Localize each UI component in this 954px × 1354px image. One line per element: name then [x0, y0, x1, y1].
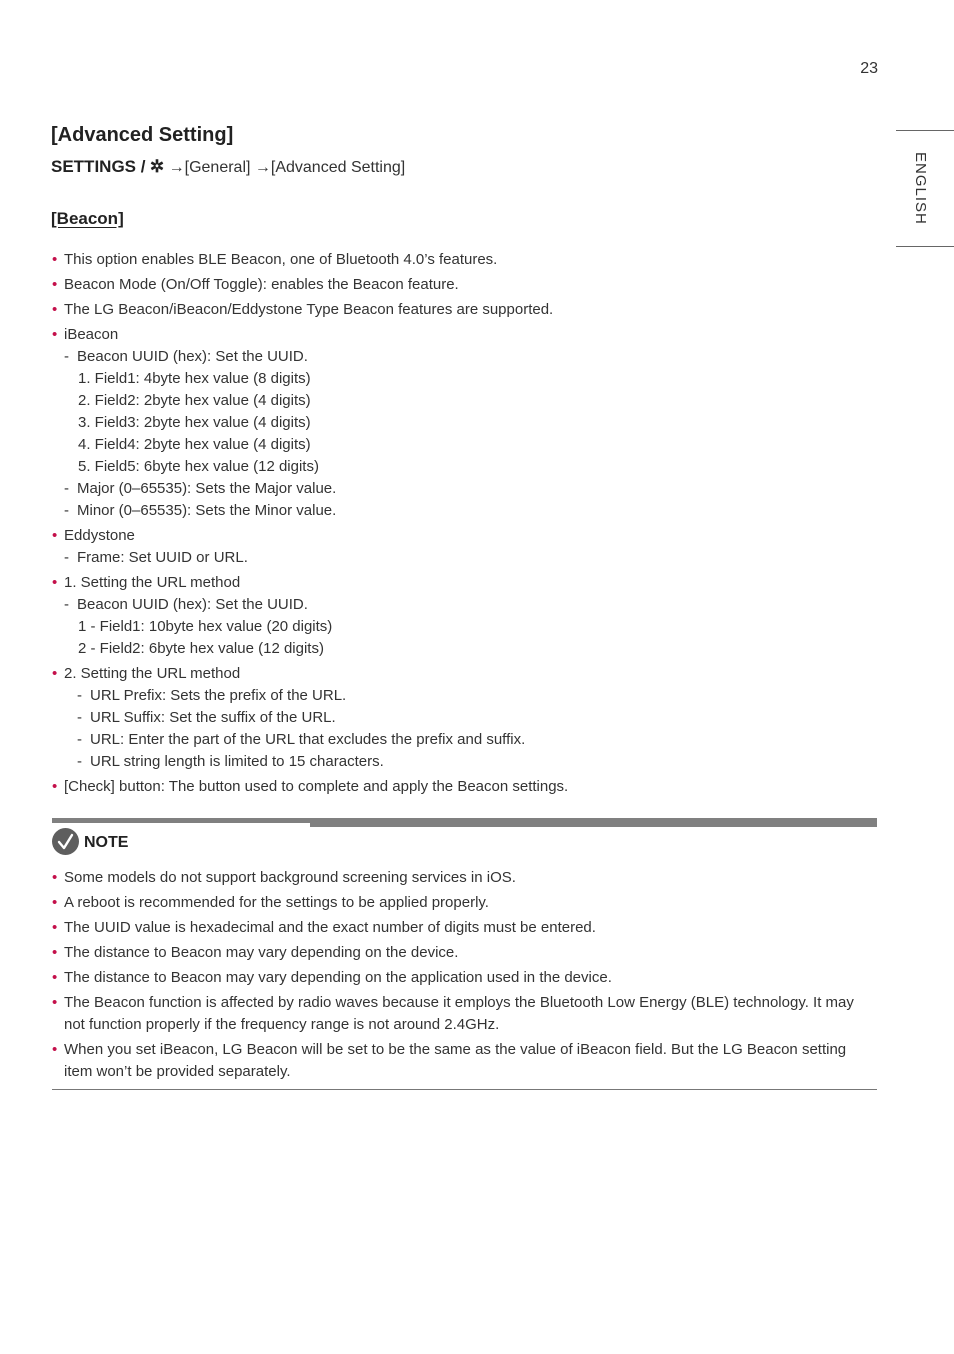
sub-item: - Beacon UUID (hex): Set the UUID. — [52, 346, 877, 368]
note-bar-left — [52, 818, 310, 823]
sub-item: - URL Prefix: Sets the prefix of the URL. — [52, 685, 877, 707]
arrow-icon: → — [254, 159, 271, 176]
sub-item: - Beacon UUID (hex): Set the UUID. — [52, 594, 877, 616]
sub-item: 3. Field3: 2byte hex value (4 digits) — [78, 414, 311, 431]
bullet-item: • The distance to Beacon may vary depending on the device. — [52, 942, 877, 964]
bullet-item: • The distance to Beacon may vary depending on the application used in the device. — [52, 967, 877, 989]
breadcrumb — [51, 157, 405, 177]
language-tab-divider-top — [896, 130, 954, 131]
breadcrumb-general: [General] — [184, 159, 251, 176]
sub-item: - Minor (0–65535): Sets the Minor value. — [52, 500, 877, 522]
sub-item: - URL: Enter the part of the URL that excludes the prefix and suffix. — [52, 729, 877, 751]
checkmark-circle-icon — [52, 828, 79, 855]
bullet-item: • Some models do not support background screening services in iOS. — [52, 867, 877, 889]
sub-item: - Major (0–65535): Sets the Major value. — [52, 478, 877, 500]
page-title: [Advanced Setting] — [51, 124, 234, 146]
note-label: NOTE — [84, 834, 129, 851]
bullet-item: • [Check] button: The button used to complete and apply the Beacon settings. — [52, 776, 877, 798]
gear-icon: ✲ — [149, 157, 165, 176]
bullet-item: • 1. Setting the URL method — [52, 572, 877, 594]
sub-item: - URL string length is limited to 15 characters. — [52, 751, 877, 773]
bullet-item: • The LG Beacon/iBeacon/Eddystone Type Beacon features are supported. — [52, 299, 877, 321]
sub-item: 2. Field2: 2byte hex value (4 digits) — [78, 392, 311, 409]
bullet-item: • This option enables BLE Beacon, one of Bluetooth 4.0’s features. — [52, 249, 877, 271]
breadcrumb-advanced-setting: [Advanced Setting] — [270, 159, 406, 176]
note-bottom-divider — [52, 1089, 877, 1090]
note-bar-right — [310, 818, 877, 827]
bullet-item: • The Beacon function is affected by radio waves because it employs the Bluetooth Low Energy (BLE) technology. It may not function properly if the frequency range is not around 2.4GHz. — [52, 992, 877, 1036]
breadcrumb-root: SETTINGS / — [51, 157, 146, 176]
bullet-item: • When you set iBeacon, LG Beacon will be set to be the same as the value of iBeacon field. But the LG Beacon setting item won’t be provided separately. — [52, 1039, 877, 1083]
sub-item: - URL Suffix: Set the suffix of the URL. — [52, 707, 877, 729]
sub-item: - Frame: Set UUID or URL. — [52, 547, 877, 569]
section-title: [Beacon] — [51, 209, 124, 228]
sub-item: 2 - Field2: 6byte hex value (12 digits) — [78, 640, 324, 657]
bullet-item: • Eddystone — [52, 525, 877, 547]
language-tab-divider-bottom — [896, 246, 954, 247]
page-number: 23 — [860, 60, 878, 77]
bullet-item: • A reboot is recommended for the settings to be applied properly. — [52, 892, 877, 914]
note-list — [52, 864, 877, 1083]
sub-item: 1. Field1: 4byte hex value (8 digits) — [78, 370, 311, 387]
bullet-item: • Beacon Mode (On/Off Toggle): enables the Beacon feature. — [52, 274, 877, 296]
sub-item: 5. Field5: 6byte hex value (12 digits) — [78, 458, 319, 475]
bullet-item: • iBeacon — [52, 324, 877, 346]
language-tab: ENGLISH — [912, 152, 929, 225]
bullet-item: • The UUID value is hexadecimal and the exact number of digits must be entered. — [52, 917, 877, 939]
sub-item: 1 - Field1: 10byte hex value (20 digits) — [78, 618, 333, 635]
bullet-item: • 2. Setting the URL method — [52, 663, 877, 685]
sub-item: 4. Field4: 2byte hex value (4 digits) — [78, 436, 311, 453]
beacon-list — [52, 246, 877, 798]
arrow-icon: → — [168, 159, 185, 176]
